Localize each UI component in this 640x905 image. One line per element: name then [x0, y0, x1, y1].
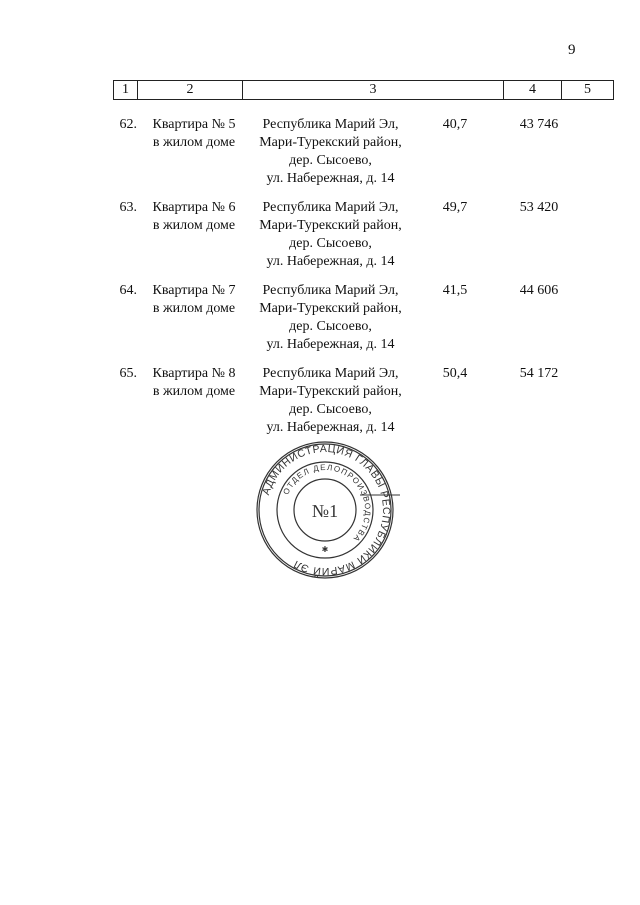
header-col-1: 1: [113, 81, 138, 99]
stamp-center-text: №1: [311, 501, 339, 521]
header-col-4: 4: [504, 81, 562, 99]
object-address: Республика Марий Эл, Мари-Турекский район, дер. Сысоево, ул. Набережная, д. 14: [259, 366, 402, 435]
object-name: Квартира № 5 в жилом доме: [152, 117, 236, 150]
stamp-outer-text: АДМИНИСТРАЦИЯ ГЛАВЫ РЕСПУБЛИКИ МАРИЙ ЭЛ: [260, 442, 393, 578]
object-name: Квартира № 8 в жилом доме: [152, 366, 236, 399]
star-icon: ✱: [321, 545, 329, 554]
object-area: 40,7: [442, 117, 468, 132]
object-cost: 43 746: [519, 117, 559, 132]
object-area: 50,4: [442, 366, 468, 381]
page-number: 9: [568, 42, 576, 58]
header-col-2: 2: [138, 81, 243, 99]
stamp-inner-text: ОТДЕЛ ДЕЛОПРОИЗВОДСТВА: [281, 462, 373, 544]
object-name: Квартира № 6 в жилом доме: [152, 200, 236, 233]
object-cost: 54 172: [519, 366, 559, 381]
object-address: Республика Марий Эл, Мари-Турекский район, дер. Сысоево, ул. Набережная, д. 14: [259, 283, 402, 352]
office-stamp: [250, 440, 400, 580]
header-col-5: 5: [562, 81, 614, 99]
table-header: [113, 80, 614, 100]
object-cost: 44 606: [519, 283, 559, 298]
row-number: 63.: [119, 200, 137, 215]
object-area: 41,5: [442, 283, 468, 298]
object-address: Республика Марий Эл, Мари-Турекский район, дер. Сысоево, ул. Набережная, д. 14: [259, 117, 402, 186]
header-col-3: 3: [243, 81, 504, 99]
object-cost: 53 420: [519, 200, 559, 215]
object-address: Республика Марий Эл, Мари-Турекский район, дер. Сысоево, ул. Набережная, д. 14: [259, 200, 402, 269]
row-number: 62.: [119, 117, 137, 132]
object-area: 49,7: [442, 200, 468, 215]
row-number: 65.: [119, 366, 137, 381]
object-name: Квартира № 7 в жилом доме: [152, 283, 236, 316]
row-number: 64.: [119, 283, 137, 298]
